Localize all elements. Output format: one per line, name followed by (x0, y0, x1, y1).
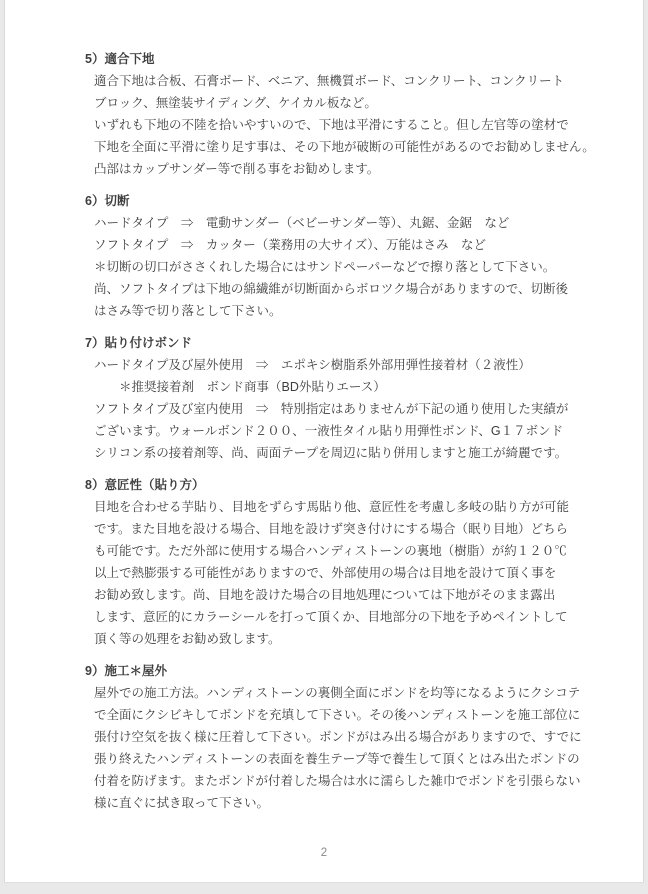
text-line: ＊推奨接着剤 ボンド商事（BD外貼りエース） (94, 380, 386, 394)
text-line: 目地を合わせる芋貼り、目地をずらす馬貼り他、意匠性を考慮し多岐の貼り方が可能 (94, 500, 570, 514)
page-number: 2 (320, 847, 328, 859)
text-line: ソフトタイプ ⇒ カッター（業務用の大サイズ）、万能はさみ など (94, 238, 487, 252)
section-heading: 9）施工＊屋外 (85, 664, 167, 678)
text-line: ブロック、無塗装サイディング、ケイカル板など。 (94, 96, 377, 110)
text-line: です。また目地を設ける場合、目地を設けず突き付けにする場合（眠り目地）どちら (94, 522, 569, 536)
text-line: で全面にクシビキしてボンドを充填して下さい。その後ハンディストーンを施工部位に (94, 708, 581, 722)
section-6-setsudan (85, 190, 623, 322)
text-line: 付着を防げます。またボンドが付着した場合は水に濡らした雑巾でボンドを引張らない (94, 774, 581, 788)
section-heading: 8）意匠性（貼り方） (85, 478, 205, 492)
text-line: ＊切断の切口がささくれした場合にはサンドペーパーなどで擦り落として下さい。 (94, 260, 556, 274)
text-line: シリコン系の接着剤等、尚、両面テープを周辺に貼り併用しますと施工が綺麗です。 (94, 446, 568, 460)
text-line: 凸部はカップサンダー等で削る事をお勧めします。 (94, 162, 380, 176)
text-line: 適合下地は合板、石膏ボード、ベニア、無機質ボード、コンクリート、コンクリート (94, 74, 565, 88)
text-line: 尚、ソフトタイプは下地の綿繊維が切断面からボロツク場合がありますので、切断後 (94, 282, 569, 296)
text-line: 頂く等の処理をお勧め致します。 (94, 632, 281, 646)
text-line: します、意匠的にカラーシールを打って頂くか、目地部分の下地を予めペイントして (94, 610, 568, 624)
text-line: ハードタイプ ⇒ 電動サンダー（ベビーサンダー等）、丸鋸、金鋸 など (94, 216, 510, 230)
section-heading: 7）貼り付けボンド (85, 336, 192, 350)
text-line: はさみ等で切り落として下さい。 (94, 304, 282, 318)
text-line: いずれも下地の不陸を拾いやすいので、下地は平滑にすること。但し左官等の塗材で (94, 118, 569, 132)
section-9-seko-okugai (85, 660, 623, 814)
text-line: ソフトタイプ及び室内使用 ⇒ 特別指定はありませんが下記の通り使用した実績が (94, 402, 569, 416)
text-line: 張り終えたハンディストーンの表面を養生テープ等で養生して頂くとはみ出たボンドの (94, 752, 580, 766)
text-line: ハードタイプ及び屋外使用 ⇒ エポキシ樹脂系外部用弾性接着材（２液性） (94, 358, 531, 372)
section-heading: 5）適合下地 (85, 52, 155, 66)
section-8-ishosei (85, 474, 623, 650)
section-7-haritsuke-bond (85, 332, 623, 464)
section-5-tekigoshitaji (85, 48, 623, 180)
text-line: 様に直ぐに拭き取って下さい。 (94, 796, 270, 810)
text-line: ございます。ウォールボンド２００、一液性タイル貼り用弾性ボンド、G１７ボンド (94, 424, 564, 438)
document-body (5, 0, 643, 814)
text-line: 屋外での施工方法。ハンディストーンの裏側全面にボンドを均等になるようにクシコテ (94, 686, 581, 700)
text-line: 下地を全面に平滑に塗り足す事は、その下地が破断の可能性があるのでお勧めしません。 (94, 140, 595, 154)
text-line: も可能です。ただ外部に使用する場合ハンディストーンの裏地（樹脂）が約１２０℃ (94, 544, 567, 558)
document-page (4, 0, 644, 883)
text-line: 張付け空気を抜く様に圧着して下さい。ボンドがはみ出る場合がありますので、すでに (94, 730, 582, 744)
text-line: 以上で熱膨張する可能性がありますので、外部使用の場合は目地を設けて頂く事を (94, 566, 557, 580)
text-line: お勧め致します。尚、目地を設けた場合の目地処理については下地がそのまま露出 (94, 588, 556, 602)
section-heading: 6）切断 (85, 194, 130, 208)
